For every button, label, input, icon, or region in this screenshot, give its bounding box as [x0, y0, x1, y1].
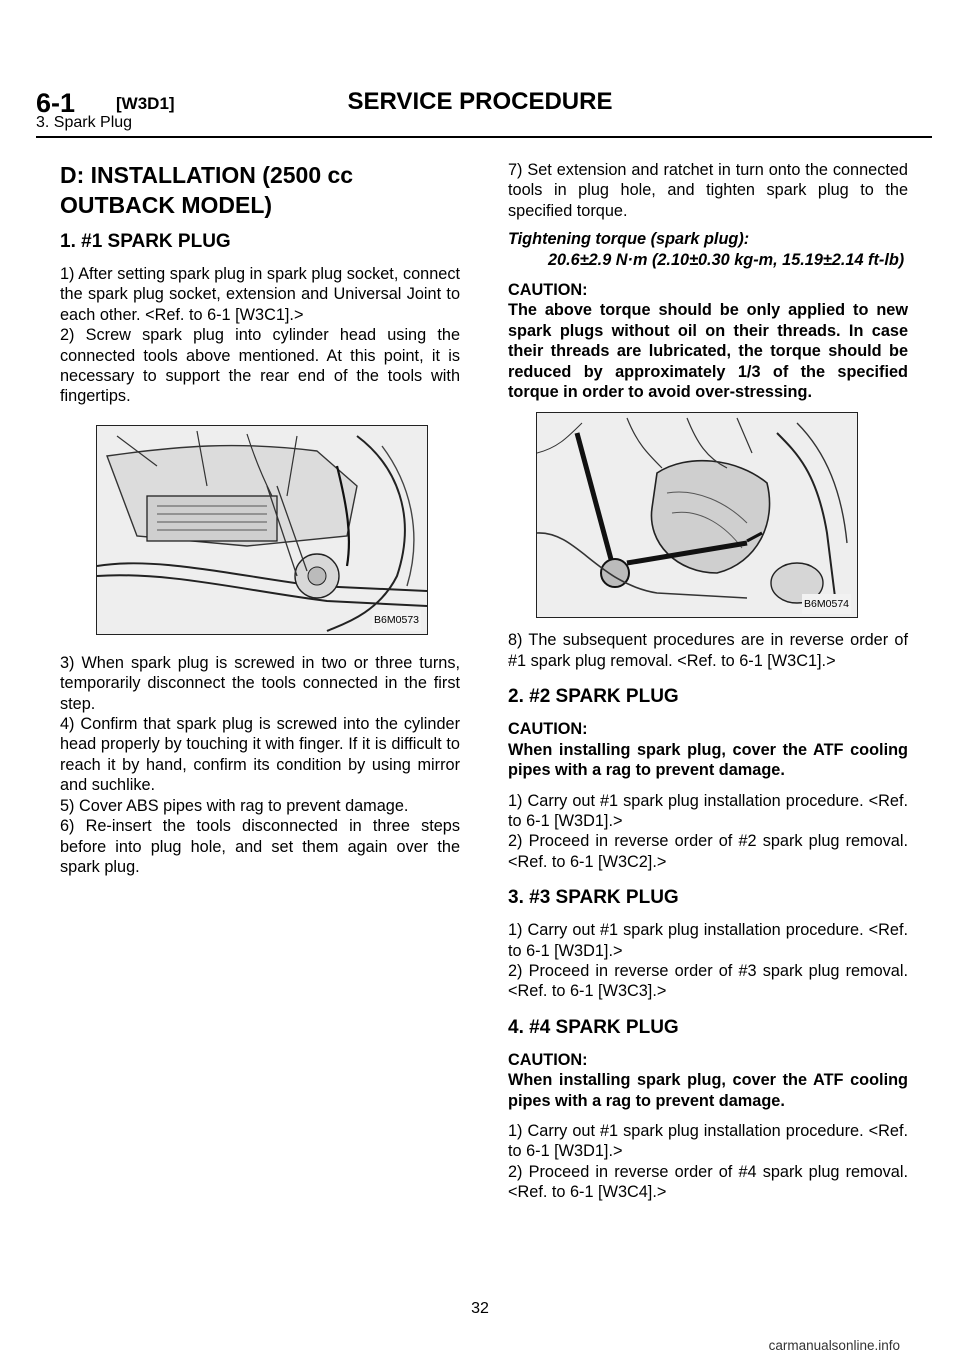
engine-illustration-1	[97, 426, 427, 634]
caution-text-4: When installing spark plug, cover the ATF cooling pipes with a rag to prevent damage.	[508, 1071, 908, 1110]
figure-engine-bay-2	[536, 412, 858, 618]
page-number: 32	[471, 1300, 489, 1317]
caution-title-2: CAUTION:	[508, 720, 588, 739]
step-3: 3) When spark plug is screwed in two or three turns, temporarily disconnect the tools connected in the first step.	[60, 653, 460, 713]
page-header	[0, 0, 960, 140]
section-number: 6-1	[36, 88, 76, 118]
caution-title-4: CAUTION:	[508, 1050, 588, 1069]
caution-text-1: The above torque should be only applied to new spark plugs without oil on their threads. In case their threads are lubricated, the torque should be reduced by approximately 1/3 of the specified torque in order to avoid over-stressing.	[508, 301, 908, 402]
step-6: 6) Re-insert the tools disconnected in three steps before into plug hole, and set them again over the spark plug.	[60, 817, 460, 876]
subsection-heading-3: 3. #3 SPARK PLUG	[508, 887, 679, 909]
caution-title-1: CAUTION:	[508, 281, 588, 300]
section-heading: D: INSTALLATION (2500 cc OUTBACK MODEL)	[60, 162, 354, 218]
caution-block-1	[508, 280, 908, 402]
caution-text-2: When installing spark plug, cover the ATF cooling pipes with a rag to prevent damage.	[508, 740, 908, 780]
right-column	[508, 160, 908, 1203]
subsection-heading-4: 4. #4 SPARK PLUG	[508, 1016, 679, 1038]
torque-label: Tightening torque (spark plug):	[508, 230, 750, 249]
step-2: 2) Screw spark plug into cylinder head using the connected tools above mentioned. At this point, it is necessary to support the rear end of the tools with fingertips.	[60, 326, 460, 406]
subsection-heading-2: 2. #2 SPARK PLUG	[508, 686, 679, 708]
sub3-step-2: 2) Proceed in reverse order of #3 spark plug removal. <Ref. to 6-1 [W3C3].>	[508, 961, 908, 1001]
subsection-heading-1: 1. #1 SPARK PLUG	[60, 231, 231, 252]
figure-id-1: B6M0573	[372, 610, 421, 630]
caution-block-2	[508, 719, 908, 780]
header-divider	[36, 136, 932, 138]
figure-id-2: B6M0574	[802, 594, 851, 614]
sub2-step-2: 2) Proceed in reverse order of #2 spark plug removal. <Ref. to 6-1 [W3C2].>	[508, 832, 908, 871]
left-column	[60, 160, 460, 877]
step-8: 8) The subsequent procedures are in reverse order of #1 spark plug removal. <Ref. to 6-1 [W3C1].>	[508, 631, 908, 670]
header-title: SERVICE PROCEDURE	[347, 88, 613, 115]
figure-engine-bay-1	[96, 425, 428, 635]
step-7: 7) Set extension and ratchet in turn onto the connected tools in plug hole, and tighten spark plug to the specified torque.	[508, 161, 908, 220]
sub4-step-2: 2) Proceed in reverse order of #4 spark plug removal. <Ref. to 6-1 [W3C4].>	[508, 1162, 908, 1202]
step-5: 5) Cover ABS pipes with rag to prevent damage.	[60, 796, 409, 815]
section-code: [W3D1]	[116, 94, 175, 113]
watermark: carmanualsonline.info	[768, 1338, 900, 1353]
sub2-step-1: 1) Carry out #1 spark plug installation procedure. <Ref. to 6-1 [W3D1].>	[508, 791, 908, 830]
caution-block-4	[508, 1050, 908, 1111]
torque-value: 20.6±2.9 N·m (2.10±0.30 kg-m, 15.19±2.14 ft-lb)	[548, 250, 905, 269]
header-subtitle: 3. Spark Plug	[36, 114, 133, 131]
engine-illustration-2	[537, 413, 857, 617]
sub4-step-1: 1) Carry out #1 spark plug installation procedure. <Ref. to 6-1 [W3D1].>	[508, 1121, 908, 1161]
sub3-step-1: 1) Carry out #1 spark plug installation procedure. <Ref. to 6-1 [W3D1].>	[508, 921, 908, 960]
step-4: 4) Confirm that spark plug is screwed into the cylinder head properly by touching it with finger. If it is difficult to reach it by hand, confirm its condition by using mirror and suchlike.	[60, 715, 460, 795]
step-1: 1) After setting spark plug in spark plug socket, connect the spark plug socket, extension and Universal Joint to each other. <Ref. to 6-1 [W3C1].>	[60, 265, 460, 324]
